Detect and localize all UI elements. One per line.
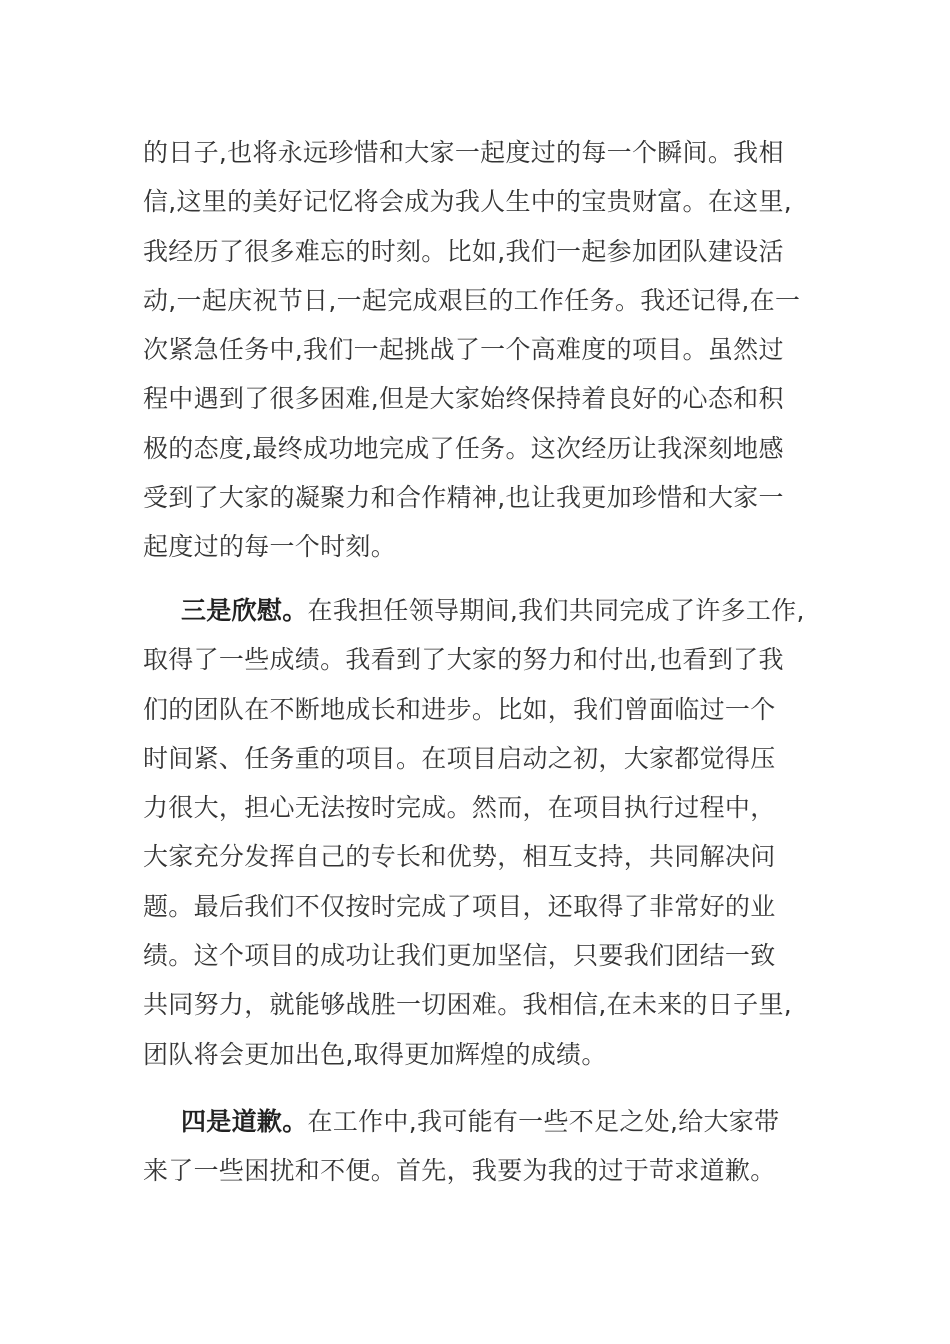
text-line-first	[143, 586, 813, 635]
text-line: 我经历了很多难忘的时刻。比如,我们一起参加团队建设活	[143, 236, 784, 266]
text-line: 题。最后我们不仅按时完成了项目，还取得了非常好的业	[143, 891, 776, 921]
text-run: 在我担任领导期间,我们共同完成了许多工作,	[307, 596, 805, 625]
text-line: 取得了一些成绩。我看到了大家的努力和付出,也看到了我	[143, 645, 784, 675]
text-line: 力很大，担心无法按时完成。然而，在项目执行过程中，	[143, 793, 776, 823]
section-heading: 三是欣慰。	[181, 596, 308, 625]
text-line: 起度过的每一个时刻。	[143, 532, 397, 562]
text-line: 团队将会更加出色,取得更加辉煌的成绩。	[143, 1039, 607, 1069]
text-line: 来了一些困扰和不便。首先，我要为我的过于苛求道歉。	[143, 1156, 776, 1186]
text-line-first	[143, 1097, 813, 1146]
text-line: 们的团队在不断地成长和进步。比如，我们曾面临过一个	[143, 694, 776, 724]
text-line: 绩。这个项目的成功让我们更加坚信，只要我们团结一致	[143, 941, 776, 971]
text-line: 受到了大家的凝聚力和合作精神,也让我更加珍惜和大家一	[143, 483, 784, 513]
text-run: 在工作中,我可能有一些不足之处,给大家带	[307, 1107, 780, 1136]
section-heading: 四是道歉。	[181, 1107, 308, 1136]
text-line: 次紧急任务中,我们一起挑战了一个高难度的项目。虽然过	[143, 335, 784, 365]
paragraph-apology	[143, 1097, 813, 1196]
text-line: 大家充分发挥自己的专长和优势，相互支持，共同解决问	[143, 842, 776, 872]
text-line: 程中遇到了很多困难,但是大家始终保持着良好的心态和积	[143, 384, 784, 414]
text-line: 时间紧、任务重的项目。在项目启动之初，大家都觉得压	[143, 743, 776, 773]
text-line: 信,这里的美好记忆将会成为我人生中的宝贵财富。在这里,	[143, 187, 792, 217]
text-line: 共同努力，就能够战胜一切困难。我相信,在未来的日子里,	[143, 990, 792, 1020]
paragraph-reflection	[143, 128, 813, 572]
text-line: 动,一起庆祝节日,一起完成艰巨的工作任务。我还记得,在一	[143, 285, 801, 315]
text-line: 极的态度,最终成功地完成了任务。这次经历让我深刻地感	[143, 433, 784, 463]
paragraph-gratification	[143, 586, 813, 1079]
text-line: 的日子,也将永远珍惜和大家一起度过的每一个瞬间。我相	[143, 138, 784, 167]
